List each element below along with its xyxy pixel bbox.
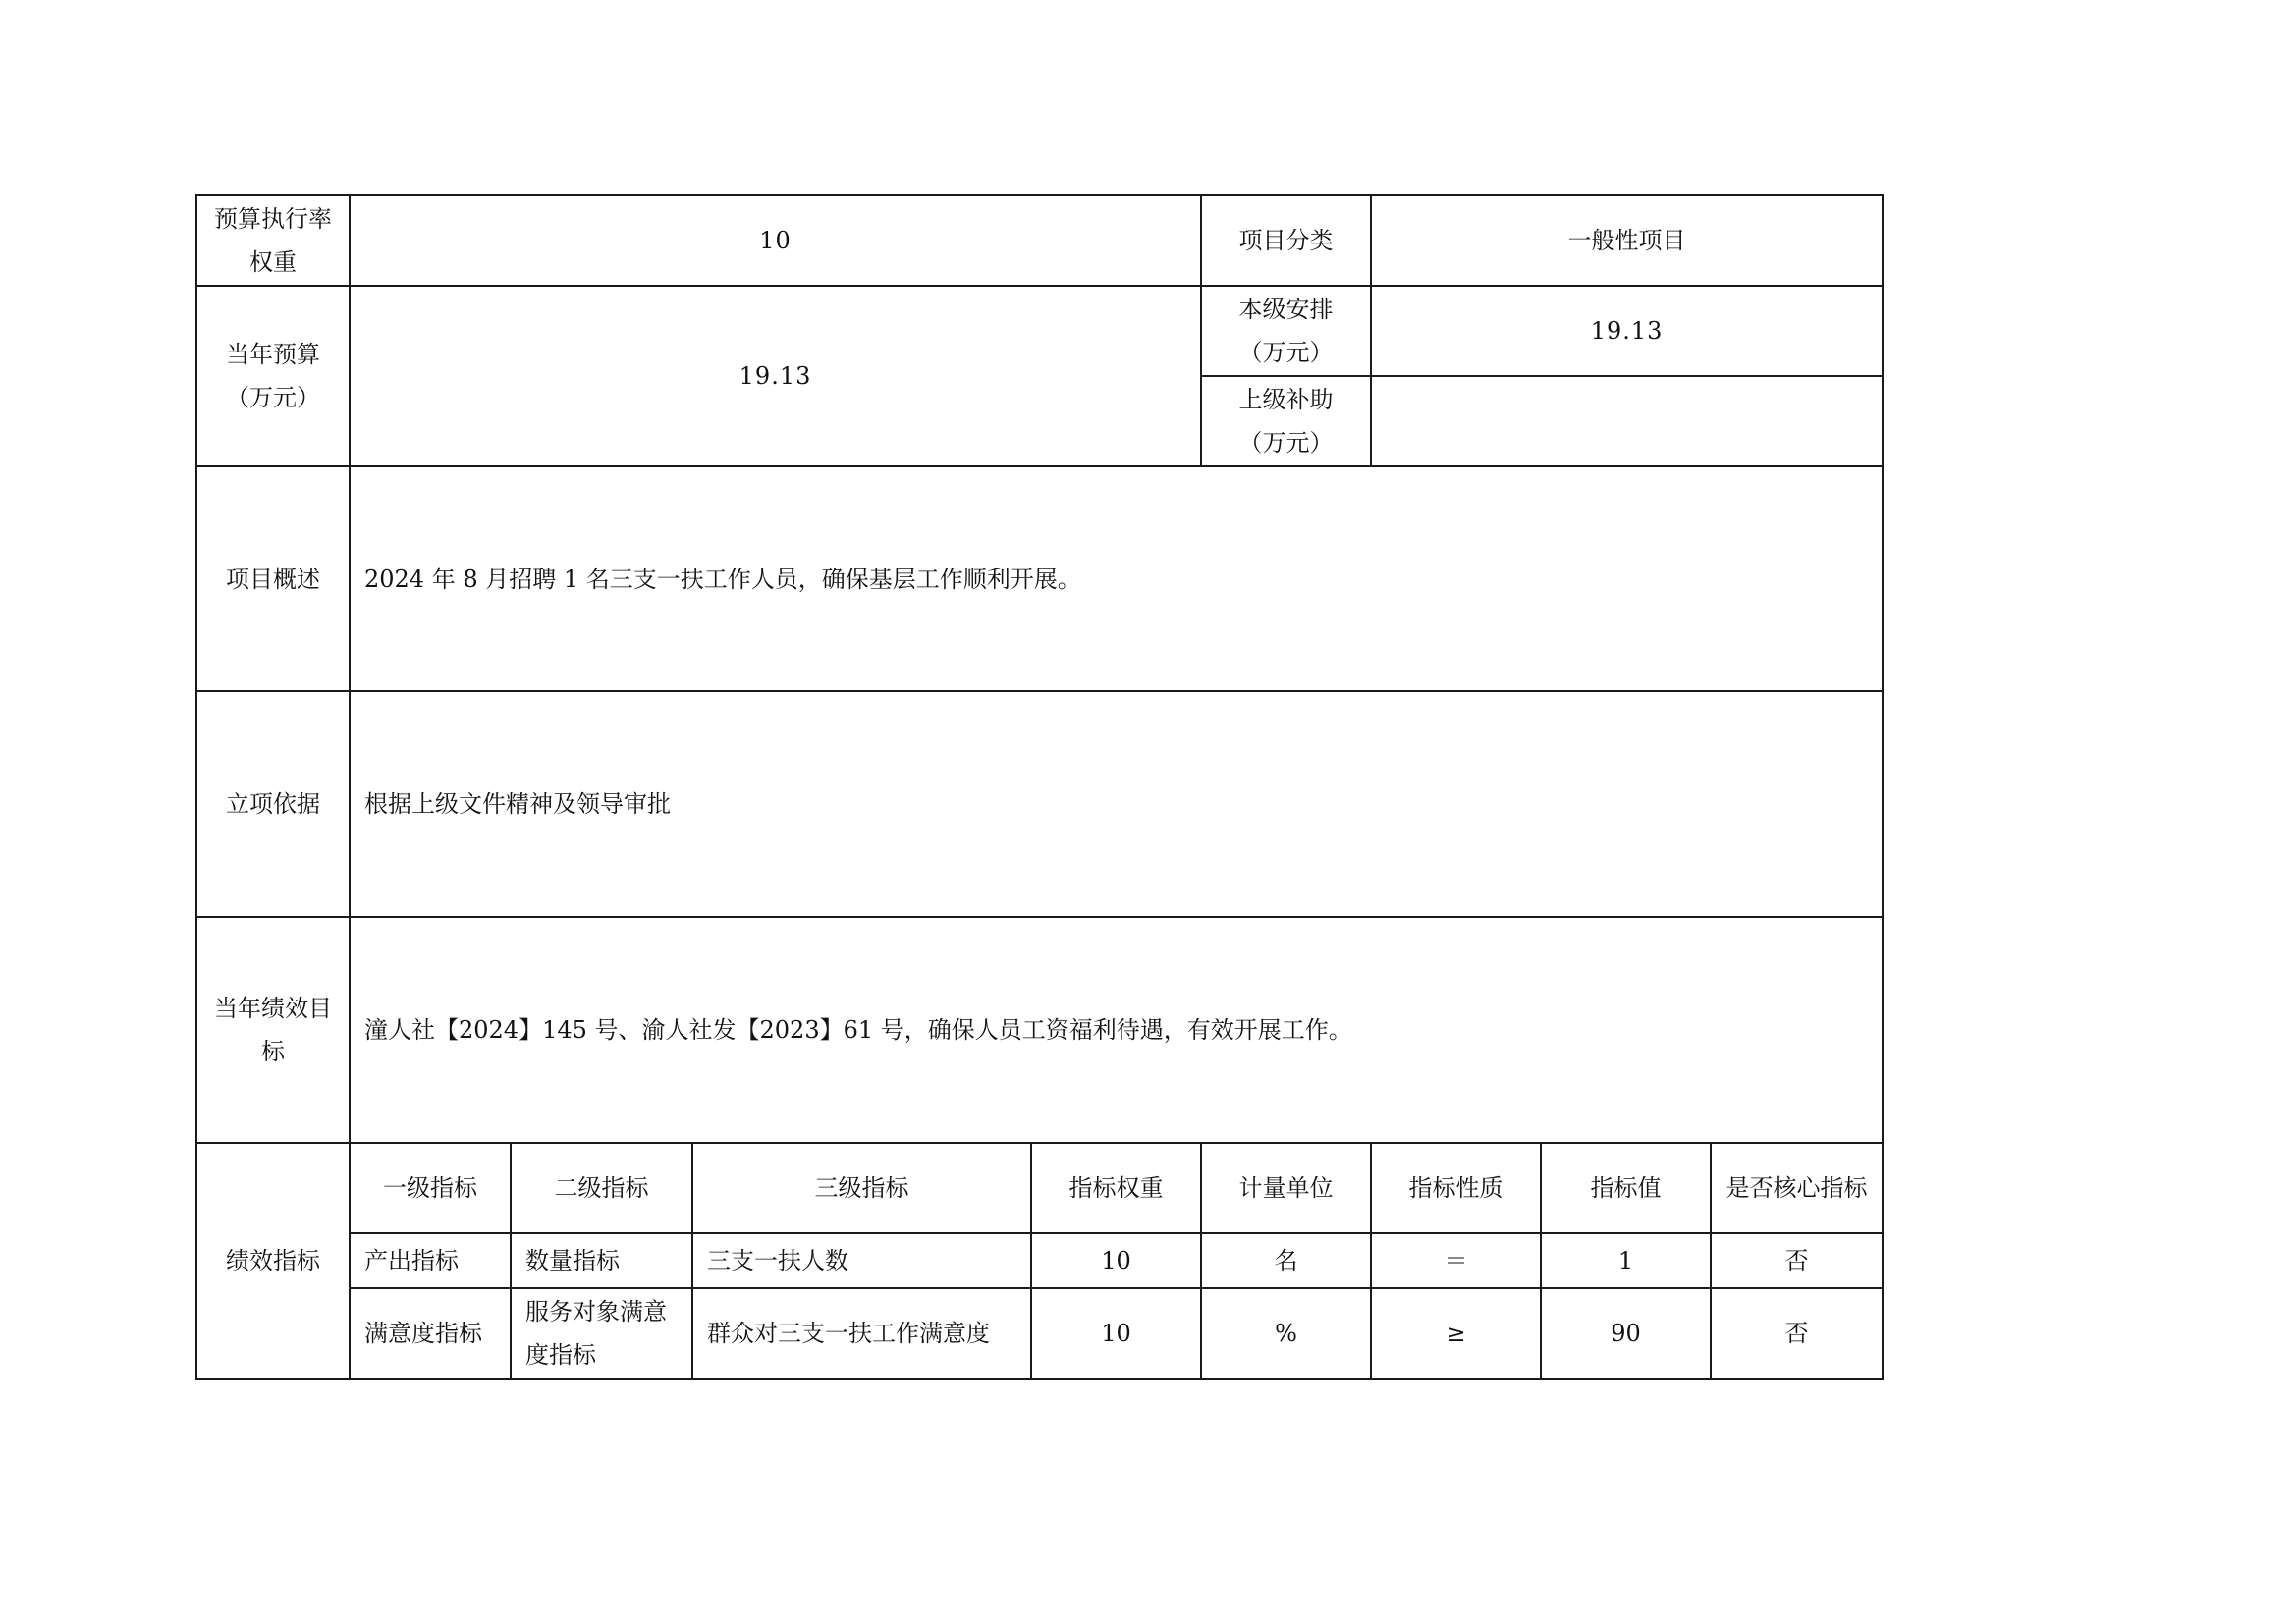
indicator-level2: 数量指标 [511, 1233, 692, 1288]
project-performance-table [195, 194, 1884, 1380]
indicator-weight: 10 [1031, 1233, 1201, 1288]
local-label: 本级安排（万元） [1201, 286, 1371, 376]
overview-value: 2024 年 8 月招聘 1 名三支一扶工作人员，确保基层工作顺利开展。 [350, 466, 1883, 691]
indicator-header: 是否核心指标 [1711, 1143, 1883, 1233]
indicator-header: 指标性质 [1371, 1143, 1541, 1233]
local-value: 19.13 [1371, 286, 1883, 376]
budget-label: 当年预算（万元） [196, 286, 350, 466]
indicator-nature: ＝ [1371, 1233, 1541, 1288]
indicator-nature: ≥ [1371, 1288, 1541, 1379]
indicator-header: 指标值 [1541, 1143, 1711, 1233]
table-row [196, 1288, 1883, 1379]
indicator-level1: 满意度指标 [350, 1288, 511, 1379]
category-label: 项目分类 [1201, 195, 1371, 286]
overview-row [196, 466, 1883, 691]
basis-value: 根据上级文件精神及领导审批 [350, 691, 1883, 917]
superior-value [1371, 376, 1883, 466]
indicator-level2: 服务对象满意度指标 [511, 1288, 692, 1379]
goal-row [196, 917, 1883, 1143]
budget-row-local [196, 286, 1883, 376]
goal-label: 当年绩效目标 [196, 917, 350, 1143]
budget-value: 19.13 [350, 286, 1201, 466]
indicator-level1: 产出指标 [350, 1233, 511, 1288]
indicator-core: 否 [1711, 1288, 1883, 1379]
indicator-unit: % [1201, 1288, 1371, 1379]
indicator-header: 二级指标 [511, 1143, 692, 1233]
indicator-core: 否 [1711, 1233, 1883, 1288]
indicator-header: 计量单位 [1201, 1143, 1371, 1233]
indicator-header: 指标权重 [1031, 1143, 1201, 1233]
indicator-level3: 群众对三支一扶工作满意度 [692, 1288, 1031, 1379]
superior-label: 上级补助（万元） [1201, 376, 1371, 466]
weight-row [196, 195, 1883, 286]
weight-label: 预算执行率权重 [196, 195, 350, 286]
indicator-level3: 三支一扶人数 [692, 1233, 1031, 1288]
indicator-header-row [196, 1143, 1883, 1233]
goal-value: 潼人社【2024】145 号、渝人社发【2023】61 号，确保人员工资福利待遇，有效开展工作。 [350, 917, 1883, 1143]
indicator-value: 1 [1541, 1233, 1711, 1288]
weight-value: 10 [350, 195, 1201, 286]
indicator-header: 一级指标 [350, 1143, 511, 1233]
overview-label: 项目概述 [196, 466, 350, 691]
table-row [196, 1233, 1883, 1288]
indicators-label: 绩效指标 [196, 1143, 350, 1379]
indicator-value: 90 [1541, 1288, 1711, 1379]
category-value: 一般性项目 [1371, 195, 1883, 286]
indicator-weight: 10 [1031, 1288, 1201, 1379]
indicator-header: 三级指标 [692, 1143, 1031, 1233]
basis-row [196, 691, 1883, 917]
basis-label: 立项依据 [196, 691, 350, 917]
indicator-unit: 名 [1201, 1233, 1371, 1288]
